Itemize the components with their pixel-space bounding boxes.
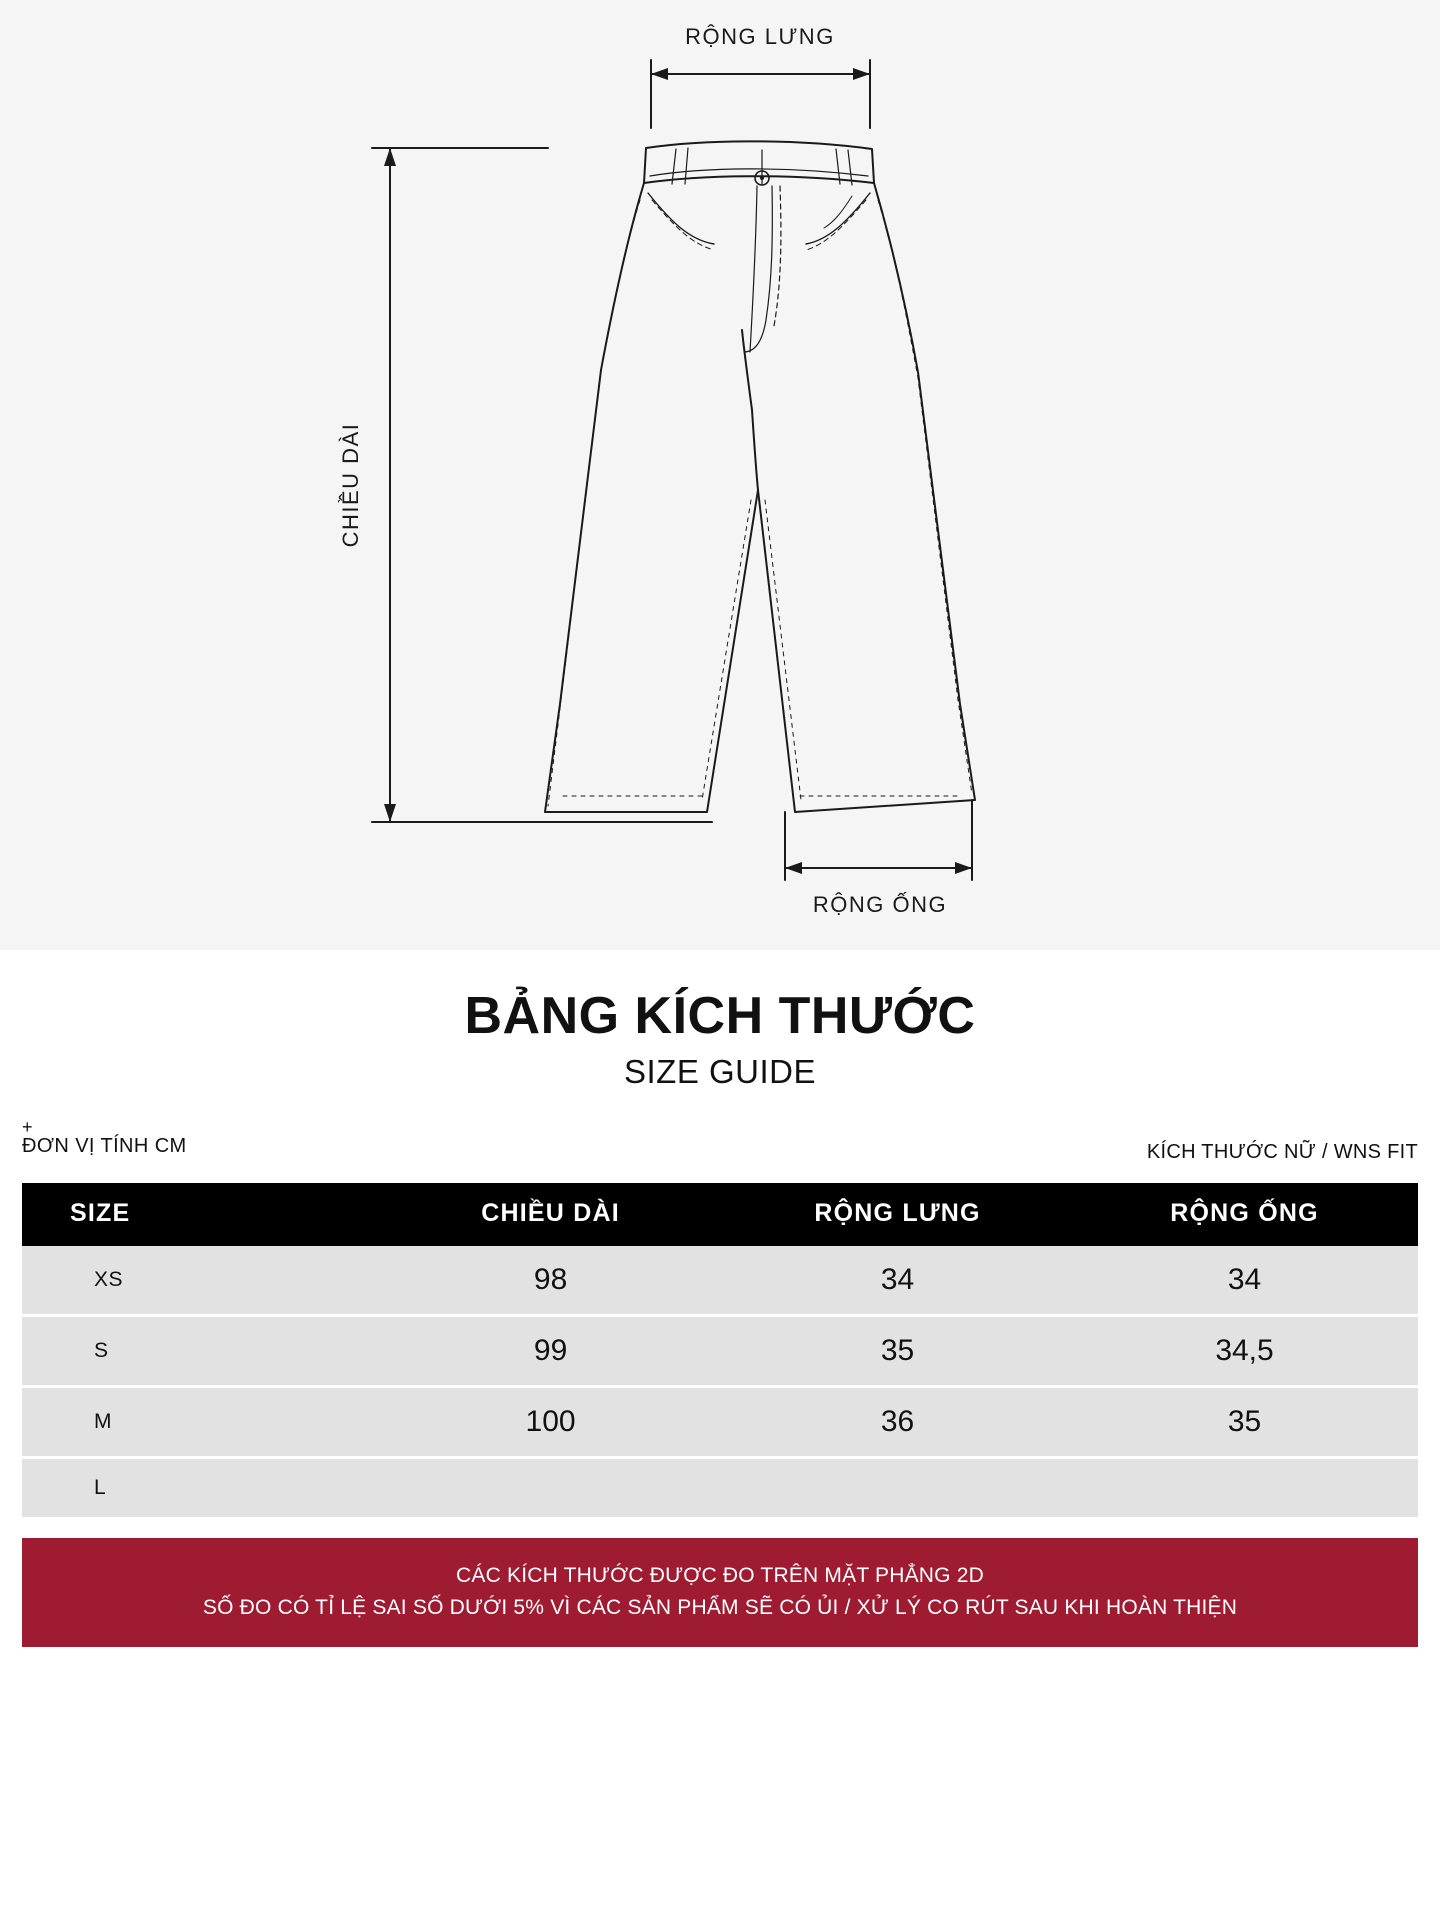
cell-waist: 35 (724, 1316, 1071, 1387)
column-header-length: CHIỀU DÀI (377, 1183, 724, 1246)
column-header-waist: RỘNG LƯNG (724, 1183, 1071, 1246)
plus-sign: + (22, 1117, 33, 1138)
cell-leg: 35 (1071, 1387, 1418, 1458)
disclaimer-line-1: CÁC KÍCH THƯỚC ĐƯỢC ĐO TRÊN MẶT PHẲNG 2D (456, 1564, 984, 1588)
meta-row (0, 1119, 1440, 1175)
cell-leg: 34 (1071, 1246, 1418, 1316)
waist-dimension-arrow (651, 60, 870, 128)
page-title: BẢNG KÍCH THƯỚC (464, 987, 976, 1045)
length-dimension-arrow (372, 148, 712, 822)
cell-size: L (22, 1458, 377, 1519)
waist-label: RỘNG LƯNG (685, 24, 835, 49)
leg-opening-label: RỘNG ỐNG (812, 892, 948, 917)
unit-note (22, 1119, 187, 1158)
table-header (22, 1183, 1418, 1246)
column-header-leg: RỘNG ỐNG (1071, 1183, 1418, 1246)
cell-leg (1071, 1458, 1418, 1519)
cell-leg: 34,5 (1071, 1316, 1418, 1387)
cell-waist (724, 1458, 1071, 1519)
table-header-row (22, 1183, 1418, 1246)
cell-size: XS (22, 1246, 377, 1316)
cell-size: M (22, 1387, 377, 1458)
title-block (0, 950, 1440, 1091)
disclaimer-line-2: SỐ ĐO CÓ TỈ LỆ SAI SỐ DƯỚI 5% VÌ CÁC SẢN PHẨM SẼ CÓ ỦI / XỬ LÝ CO RÚT SAU KHI HOÀN THIỆN (202, 1595, 1238, 1619)
unit-label: ĐƠN VỊ TÍNH CM (22, 1135, 187, 1158)
table-row (22, 1316, 1418, 1387)
cell-length: 98 (377, 1246, 724, 1316)
pants-technical-drawing (0, 0, 1440, 950)
size-table (22, 1183, 1418, 1520)
page-subtitle: SIZE GUIDE (623, 1053, 817, 1091)
cell-length: 99 (377, 1316, 724, 1387)
pants-outline (545, 141, 975, 812)
table-row (22, 1458, 1418, 1519)
cell-waist: 34 (724, 1246, 1071, 1316)
length-label: CHIỀU DÀI (338, 422, 363, 548)
cell-length: 100 (377, 1387, 724, 1458)
leg-opening-dimension-arrow (785, 800, 972, 880)
measurement-disclaimer (22, 1538, 1418, 1647)
table-row (22, 1387, 1418, 1458)
illustration-panel (0, 0, 1440, 950)
cell-waist: 36 (724, 1387, 1071, 1458)
fit-label: KÍCH THƯỚC NỮ / WNS FIT (1146, 1141, 1418, 1164)
cell-length (377, 1458, 724, 1519)
table-body (22, 1246, 1418, 1519)
column-header-size: SIZE (22, 1183, 377, 1246)
table-row (22, 1246, 1418, 1316)
cell-size: S (22, 1316, 377, 1387)
